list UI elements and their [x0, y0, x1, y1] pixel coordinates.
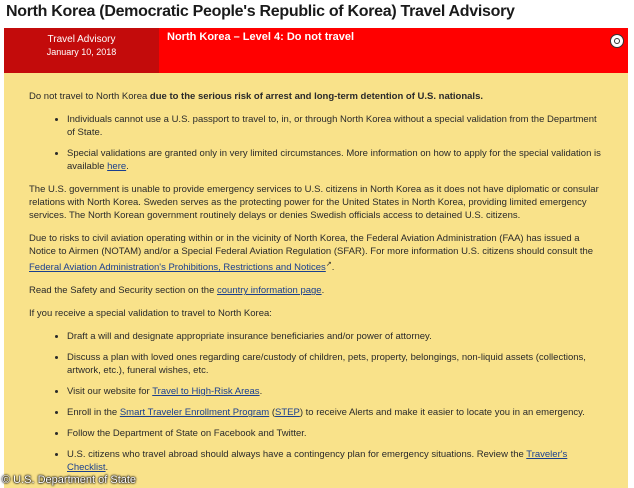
faa-text: Due to risks to civil aviation operating within or in the vicinity of North Korea, the Federal Aviation Administration (FAA) has issued a Notice to Airmen (NOTAM) and/or a Special Federal Aviation Regulation (SFAR). For more information U.S. citizens should consult the: [29, 233, 594, 257]
list-item: [67, 330, 606, 343]
passport-item-text: Individuals cannot use a U.S. passport to travel to, in, or through North Korea without a special validation from the Department of State.: [67, 114, 597, 138]
enroll-rest-text: ) to receive Alerts and make it easier to locate you in an emergency.: [299, 407, 585, 419]
here-link[interactable]: here: [107, 161, 127, 172]
faa-paragraph: [29, 232, 606, 274]
safety-text: Read the Safety and Security section on the: [29, 285, 218, 297]
advisory-label: Travel Advisory: [47, 34, 116, 45]
will-text: Draft a will and designate appropriate insurance beneficiaries and/or power of attorney.: [67, 331, 432, 343]
punctuation: .: [105, 462, 109, 474]
list-item: [67, 406, 606, 419]
passport-list: [29, 113, 606, 173]
punctuation: .: [331, 262, 335, 274]
website-text: Visit our website for: [67, 386, 153, 398]
list-item: [67, 113, 606, 139]
advisory-level: North Korea – Level 4: Do not travel: [167, 31, 355, 43]
list-item: [67, 448, 606, 474]
safety-paragraph: [29, 284, 606, 297]
advisory-date: January 10, 2018: [46, 47, 117, 57]
follow-text: Follow the Department of State on Facebook and Twitter.: [67, 428, 307, 440]
list-item: [67, 147, 606, 173]
intro-text: Do not travel to North Korea: [29, 91, 150, 102]
list-item: [67, 351, 606, 377]
advisory-badge: [4, 28, 159, 73]
image-credit: © U.S. Department of State: [2, 474, 137, 486]
contingency-text: U.S. citizens who travel abroad should always have a contingency plan for emergency situations. Review the: [67, 449, 527, 461]
punctuation: .: [259, 386, 263, 398]
validation-paragraph: If you receive a special validation to travel to North Korea:: [29, 308, 272, 320]
advisory-banner: [4, 28, 628, 73]
intro-paragraph: [29, 90, 606, 103]
circle-toggle-icon[interactable]: [610, 34, 624, 48]
intro-bold: due to the serious risk of arrest and long-term detention of U.S. nationals.: [149, 91, 483, 102]
faa-link[interactable]: Federal Aviation Administration's Prohibitions, Restrictions and Notices: [29, 262, 326, 274]
page-title: North Korea (Democratic People's Republic of Korea) Travel Advisory: [6, 3, 515, 20]
list-item: [67, 385, 606, 398]
advisory-content: [4, 73, 628, 488]
enroll-text: Enroll in the: [67, 407, 120, 419]
smart-traveler-link[interactable]: Smart Traveler Enrollment Program: [119, 407, 270, 419]
external-link-icon: ↗: [325, 261, 332, 268]
checklist-link[interactable]: Traveler's Checklist: [67, 449, 568, 474]
emergency-paragraph: The U.S. government is unable to provide emergency services to U.S. citizens in North Korea as it does not have diplomatic or consular relations with North Korea. Sweden serves as the protecting power for the United States in North Korea, providing limited emergency services. The North Korean government routinely delays or denies Swedish officials access to detained U.S. citizens.: [29, 184, 599, 221]
punctuation: (: [269, 407, 276, 419]
punctuation: .: [321, 285, 325, 297]
step-link[interactable]: STEP: [275, 407, 300, 419]
country-info-link[interactable]: country information page: [217, 285, 322, 297]
list-item: [67, 427, 606, 440]
validation-list: [29, 330, 606, 474]
validation-info-text: Special validations are granted only in very limited circumstances. More information on how to apply for the special validation is available: [67, 148, 601, 172]
punctuation: .: [126, 161, 129, 172]
plan-text: Discuss a plan with loved ones regarding care/custody of children, pets, property, belongings, non-liquid assets (collections, artwork, etc.), funeral wishes, etc.: [67, 352, 586, 377]
high-risk-link[interactable]: Travel to High-Risk Areas: [152, 386, 260, 398]
